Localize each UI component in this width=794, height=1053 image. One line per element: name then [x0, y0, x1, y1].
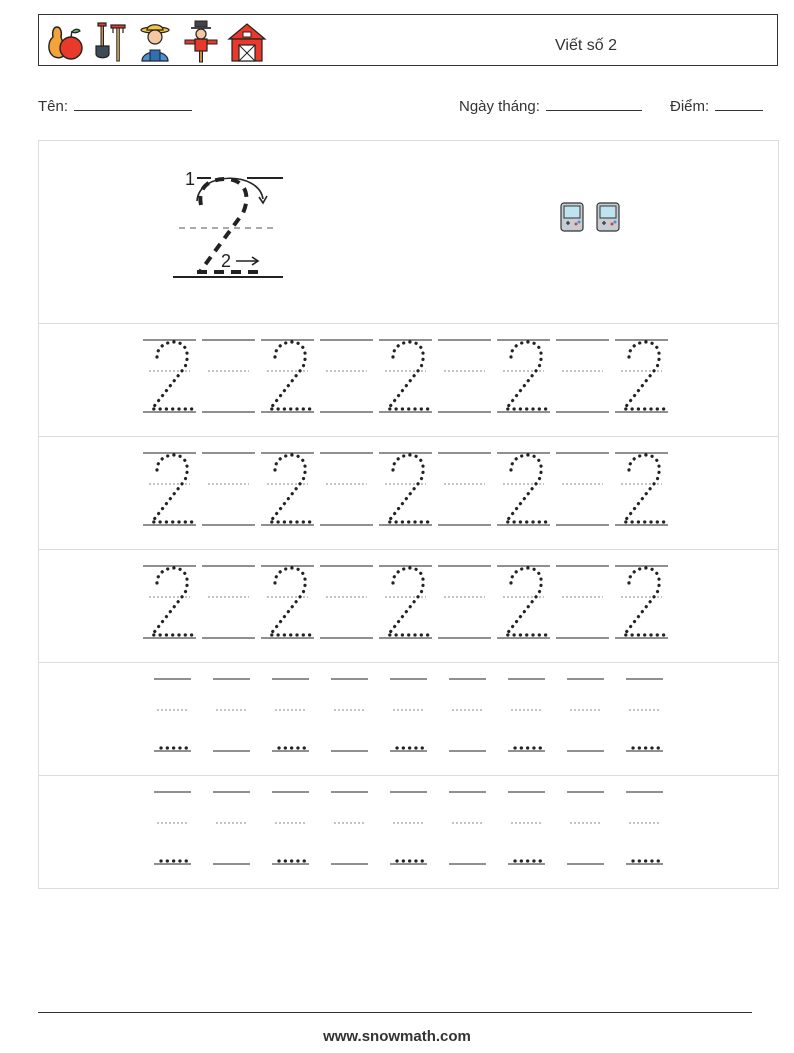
example-digit-guide: [39, 141, 778, 324]
blank-row: [39, 663, 778, 776]
dotted-digit-2: [270, 342, 311, 409]
dotted-digit-2: [624, 455, 665, 522]
dotted-digit-2: [624, 568, 665, 635]
traced-row-drawing[interactable]: [39, 550, 778, 663]
worksheet-header: [38, 14, 778, 66]
footer-rule: [38, 1012, 752, 1013]
farmer-icon: [135, 19, 175, 63]
scarecrow-icon: [181, 19, 221, 63]
dotted-digit-2: [506, 568, 547, 635]
date-line: [459, 96, 642, 115]
barn-icon: [225, 19, 269, 63]
dotted-digit-2: [388, 455, 429, 522]
dotted-digit-2: [152, 342, 193, 409]
blank-row-drawing[interactable]: [39, 776, 778, 889]
score-blank[interactable]: [715, 96, 763, 111]
name-line: [38, 96, 192, 115]
name-label: Tên:: [38, 98, 69, 115]
traced-row-drawing[interactable]: [39, 437, 778, 550]
dotted-digit-2: [506, 342, 547, 409]
score-line: [670, 96, 763, 115]
dotted-digit-2: [270, 568, 311, 635]
footer-url: www.snowmath.com: [323, 1028, 471, 1045]
count-icons: [560, 202, 622, 234]
dotted-digit-2: [270, 455, 311, 522]
game-console-icon: [560, 202, 584, 232]
traced-row-drawing[interactable]: [39, 324, 778, 437]
dotted-digit-2: [388, 342, 429, 409]
stroke-number-1: 1: [185, 169, 196, 189]
dotted-digit-2: [624, 342, 665, 409]
traced-row: [39, 324, 778, 437]
practice-sheet: [38, 140, 779, 889]
dotted-digit-2: [506, 455, 547, 522]
traced-row: [39, 437, 778, 550]
example-row: [39, 141, 778, 324]
score-label: Điểm:: [670, 98, 710, 115]
dotted-digit-2: [388, 568, 429, 635]
blank-row-drawing[interactable]: [39, 663, 778, 776]
dotted-digit-2: [152, 568, 193, 635]
game-console-icon: [596, 202, 620, 232]
stroke-number-2: 2: [221, 251, 232, 271]
date-blank[interactable]: [546, 96, 642, 111]
worksheet-title: Viết số 2: [555, 37, 617, 54]
pear-apple-icon: [43, 19, 87, 63]
blank-row: [39, 776, 778, 889]
date-label: Ngày tháng:: [459, 98, 540, 115]
traced-row: [39, 550, 778, 663]
name-blank[interactable]: [74, 96, 192, 111]
shovel-rake-icon: [89, 19, 129, 63]
dotted-digit-2: [152, 455, 193, 522]
